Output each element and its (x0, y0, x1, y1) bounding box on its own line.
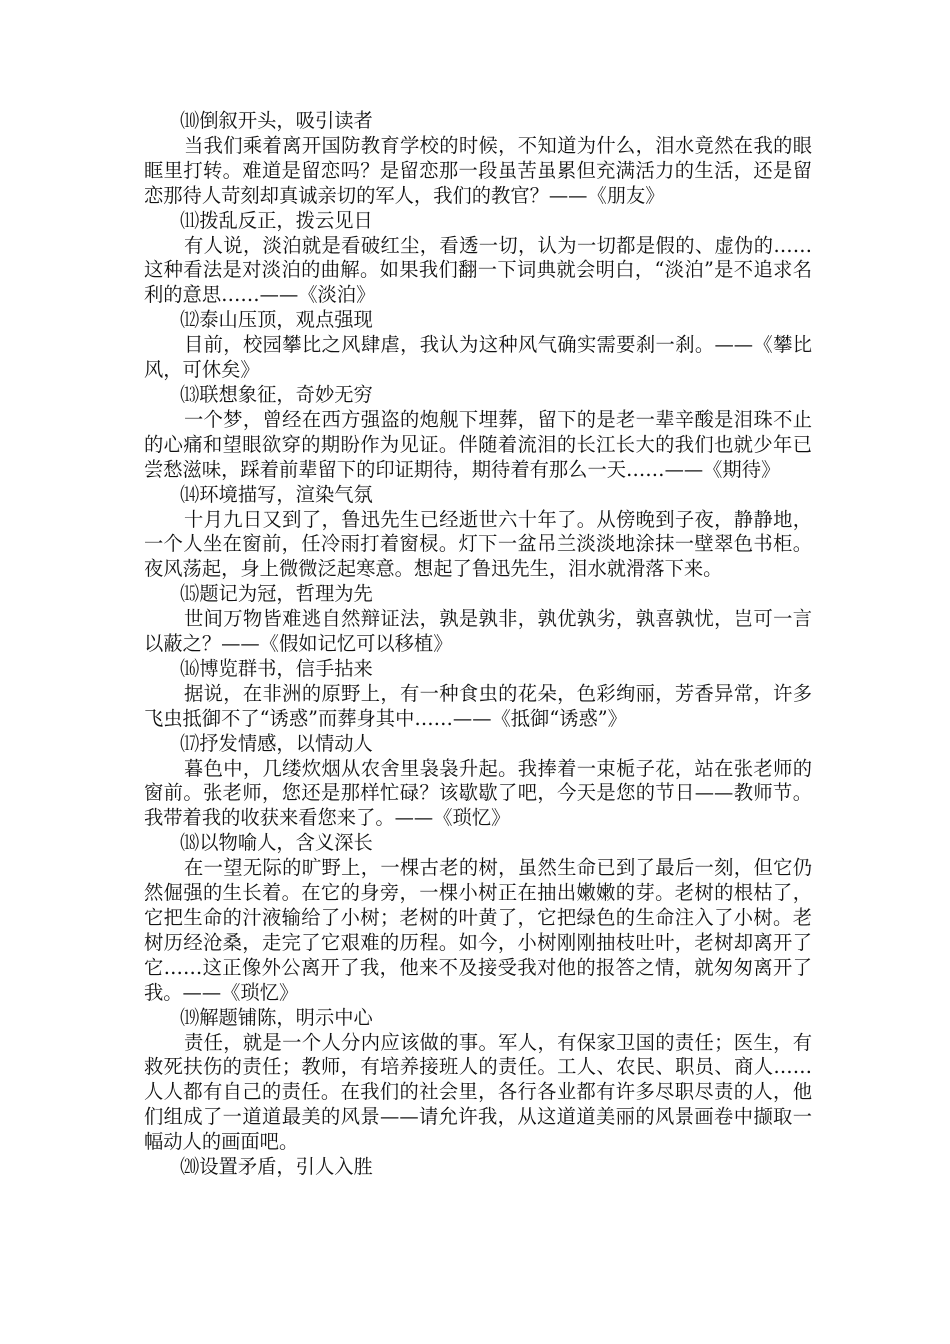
section-heading-17: ⒄抒发情感，以情动人 (180, 731, 373, 755)
section-body-16: 据说，在非洲的原野上，有一种食虫的花朵，色彩绚丽，芳香异常，许多飞虫抵御不了“诱惑”而葬身其中……——《抵御“诱惑”》 (144, 681, 812, 730)
section-heading-19: ⒆解题铺陈，明示中心 (180, 1005, 373, 1029)
section-heading-18: ⒅以物喻人，含义深长 (180, 831, 373, 855)
section-heading-14: ⒁环境描写，渲染气氛 (180, 482, 373, 506)
section-body-13: 一个梦，曾经在西方强盗的炮舰下埋葬，留下的是老一辈辛酸是泪珠不止的心痛和望眼欲穿的期盼作为见证。伴随着流泪的长江长大的我们也就少年已尝愁滋味，踩着前辈留下的印证期待，期待着有那么一天……——《期待》 (144, 407, 812, 481)
section-heading-11: ⑾拨乱反正，拨云见日 (180, 208, 373, 232)
section-heading-15: ⒂题记为冠，哲理为先 (180, 582, 373, 606)
section-body-17: 暮色中，几缕炊烟从农舍里袅袅升起。我捧着一束栀子花，站在张老师的窗前。张老师，您还是那样忙碌？该歇歇了吧，今天是您的节日——教师节。我带着我的收获来看您来了。——《琐忆》 (144, 756, 812, 830)
section-body-10: 当我们乘着离开国防教育学校的时候，不知道为什么，泪水竟然在我的眼眶里打转。难道是留恋吗？是留恋那一段虽苦虽累但充满活力的生活，还是留恋那待人苛刻却真诚亲切的军人，我们的教官？——《朋友》 (144, 133, 812, 207)
section-heading-13: ⒀联想象征，奇妙无穷 (180, 382, 373, 406)
section-heading-12: ⑿泰山压顶，观点强现 (180, 308, 373, 332)
section-body-15: 世间万物皆难逃自然辩证法，孰是孰非，孰优孰劣，孰喜孰忧，岂可一言以蔽之？——《假如记忆可以移植》 (144, 607, 812, 656)
section-heading-10: ⑽倒叙开头，吸引读者 (180, 109, 373, 132)
section-heading-16: ⒃博览群书，信手拈来 (180, 656, 373, 680)
section-body-18: 在一望无际的旷野上，一棵古老的树，虽然生命已到了最后一刻，但它仍然倔强的生长着。在它的身旁，一棵小树正在抽出嫩嫩的芽。老树的根枯了，它把生命的汁液输给了小树；老树的叶黄了，它把绿色的生命注入了小树。老树历经沧桑，走完了它艰难的历程。如今，小树刚刚抽枝吐叶，老树却离开了它……这正像外公离开了我，他来不及接受我对他的报答之情，就匆匆离开了我。——《琐忆》 (144, 856, 812, 1004)
document-page (144, 109, 812, 1180)
section-heading-20: ⒇设置矛盾，引人入胜 (180, 1155, 373, 1179)
section-body-14: 十月九日又到了，鲁迅先生已经逝世六十年了。从傍晚到子夜，静静地，一个人坐在窗前，任冷雨打着窗棂。灯下一盆吊兰淡淡地涂抹一壁翠色书柜。夜风荡起，身上微微泛起寒意。想起了鲁迅先生，泪水就滑落下来。 (144, 507, 812, 581)
section-body-11: 有人说，淡泊就是看破红尘，看透一切，认为一切都是假的、虚伪的……这种看法是对淡泊的曲解。如果我们翻一下词典就会明白，“淡泊”是不追求名利的意思……——《淡泊》 (144, 233, 812, 307)
section-body-19: 责任，就是一个人分内应该做的事。军人，有保家卫国的责任；医生，有救死扶伤的责任；教师，有培养接班人的责任。工人、农民、职员、商人……人人都有自己的责任。在我们的社会里，各行各业都有许多尽职尽责的人，他们组成了一道道最美的风景——请允许我，从这道道美丽的风景画卷中撷取一幅动人的画面吧。 (144, 1030, 812, 1154)
section-body-12: 目前，校园攀比之风肆虐，我认为这种风气确实需要刹一刹。——《攀比风，可休矣》 (144, 333, 812, 382)
